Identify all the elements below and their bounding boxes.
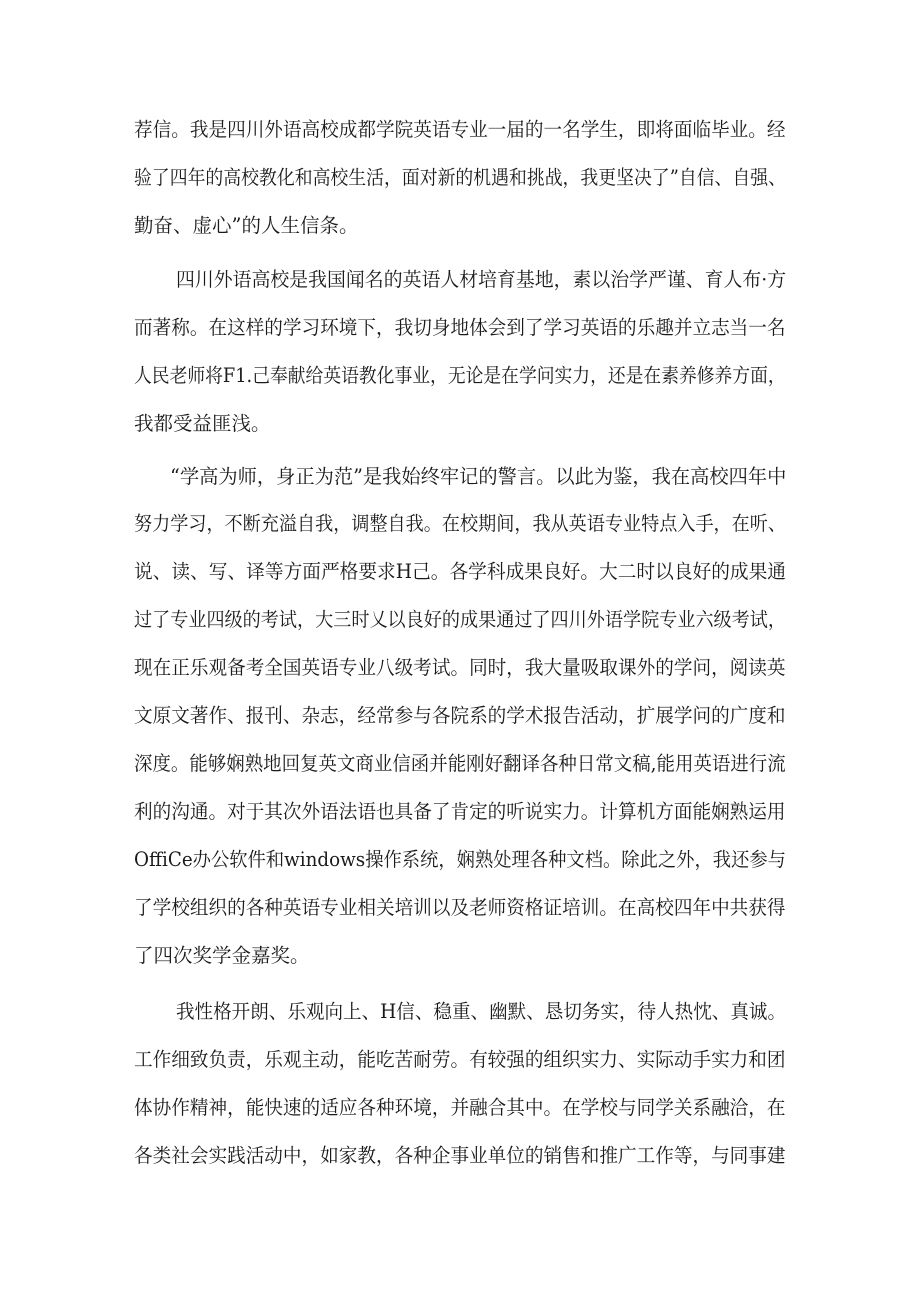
- text-line: 我都受益匪浅。: [134, 412, 271, 435]
- text-line: 我性格开朗、乐观向上、H信、稳重、幽默、恳切务实，待人热忱、真诚。: [176, 1000, 787, 1023]
- text-line: 努力学习，不断充溢自我，调整自我。在校期间，我从英语专业特点入手，在听、: [134, 512, 787, 535]
- text-line: 人民老师将F1.己奉献给英语教化事业，无论是在学问实力，还是在素养修养方面，: [134, 364, 786, 387]
- text-line: 文原文著作、报刊、杂志，经常参与各院系的学术报告活动，扩展学问的广度和: [134, 704, 786, 727]
- text-line: 而著称。在这样的学习环境下，我切身地体会到了学习英语的乐趣并立志当一名: [134, 316, 786, 339]
- text-line: 勤奋、虚心”的人生信条。: [134, 214, 359, 237]
- text-line: 了四次奖学金嘉奖。: [134, 944, 310, 967]
- text-line: 四川外语高校是我国闻名的英语人材培育基地，素以治学严谨、育人布·方: [176, 268, 787, 291]
- text-line: 深度。能够娴熟地回复英文商业信函并能刚好翻译各种日常文稿,能用英语进行流: [134, 752, 786, 775]
- text-line: 了学校组织的各种英语专业相关培训以及老师资格证培训。在高校四年中共获得: [134, 896, 786, 919]
- text-line: 工作细致负责，乐观主动，能吃苦耐劳。有较强的组织实力、实际动手实力和团: [134, 1048, 786, 1071]
- text-line: 现在正乐观备考全国英语专业八级考试。同时，我大量吸取课外的学问，阅读英: [134, 656, 786, 679]
- text-line: 荐信。我是四川外语高校成都学院英语专业一届的一名学生，即将面临毕业。经: [134, 118, 786, 141]
- text-line: OffiCe办公软件和windows操作系统，娴熟处理各种文档。除此之外，我还参与: [134, 848, 786, 871]
- text-line: “学高为师，身正为范”是我始终牢记的警言。以此为鉴，我在高校四年中: [170, 465, 787, 488]
- text-line: 验了四年的高校教化和高校生活，面对新的机遇和挑战，我更坚决了”自信、自强、: [134, 166, 786, 189]
- text-line: 体协作精神，能快速的适应各种环境，并融合其中。在学校与同学关系融洽，在: [134, 1096, 786, 1119]
- text-line: 各类社会实践活动中，如家教，各种企事业单位的销售和推广工作等，与同事建: [134, 1144, 786, 1167]
- text-line: 说、读、写、译等方面严格要求H己。各学科成果良好。大二时以良好的成果通: [134, 560, 787, 583]
- text-line: 利的沟通。对于其次外语法语也具备了肯定的听说实力。计算机方面能娴熟运用: [134, 800, 786, 823]
- text-line: 过了专业四级的考试，大三时乂以良好的成果通过了四川外语学院专业六级考试，: [134, 608, 787, 631]
